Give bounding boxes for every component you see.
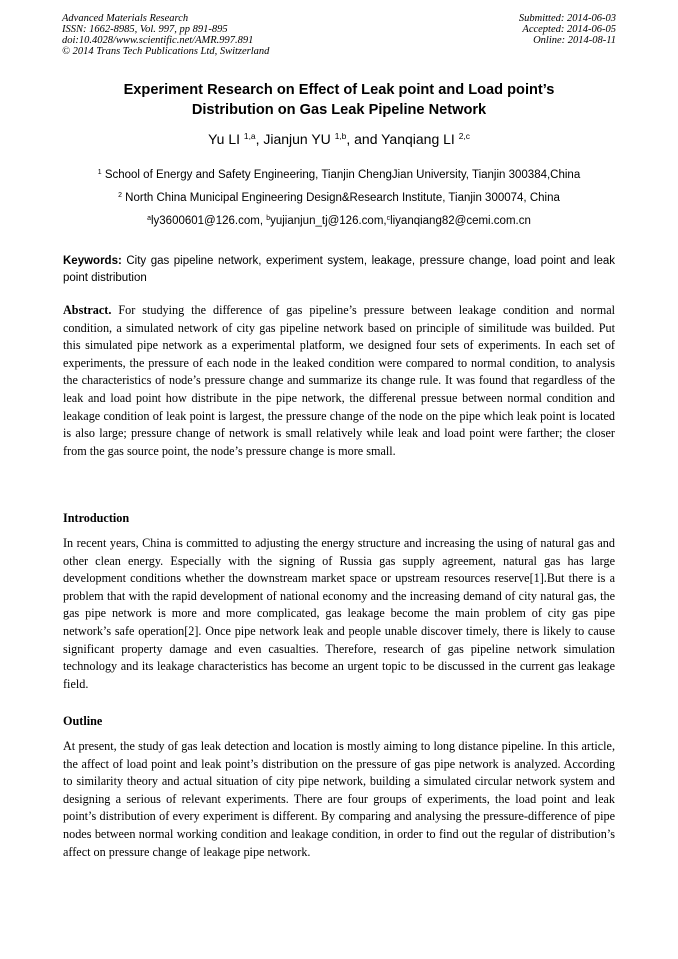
- keywords: [63, 253, 615, 287]
- affiliation-text: School of Energy and Safety Engineering, Tianjin ChengJian University, Tianjin 300384,China: [104, 169, 581, 181]
- author-separator: ,: [255, 131, 264, 147]
- author-emails: [60, 214, 618, 228]
- title-line-1: Experiment Research on Effect of Leak point and Load point’s: [123, 82, 555, 98]
- abstract-text: For studying the difference of gas pipeline’s pressure between leakage condition and normal condition, a simulated network of city gas pipeline network based on principle of similitude was builded. Put this simulated pipe network as a experimental platform, we designed four sets of experiments. In each set of experiments, the pressure of each node in the leaked condition were compared to normal condition, to analysis the characteristics of node’s pressure change and summarize its change rule. It was found that regardless of the leak and load point how distribute in the pipe network, the differenal pressue between normal condition and leakage condition of leak point is largest, the pressure change of the node on the pipe which leak point is located is also large; pressure change of network is small relatively while leak and load point were farther; the closer from the gas source point, the node’s pressure change is more small.: [63, 303, 615, 458]
- online-date: Online: 2014-08-11: [533, 35, 616, 46]
- section-body-introduction: In recent years, China is committed to adjusting the energy structure and increasing the using of natural gas and other clean energy. Especially with the signing of Russia gas supply agreement, natural gas has large development conditions whether the downstream market space or upstream resources reserve[1].But there is a problem that with the rapid development of national economy and the increasing demand of city natural gas, the gas pipe network is more and more complicated, gas leakage become the main problem of city gas pipe network’s safe operation[2]. Once pipe network leak and people unable discover timely, there is likely to cause significant property damage and even casualties. Therefore, research of gas pipeline network simulation technology and its leakage characteristics has become an urgent topic to be discussed in the current gas leakage field.: [63, 536, 615, 691]
- section-body-outline: At present, the study of gas leak detection and location is mostly aiming to long distance pipeline. In this article, the affect of load point and leak point’s distribution on the pressure of gas pipe network is analyzed. According to similarity theory and actual situation of city pipe network, building a simulated circular network system and designing a serious of relevant experiments. There are four groups of experiments, the load point and leak point’s distribution of every experiment is different. By comparing and analysing the pressure-difference of pipe nodes between normal working condition and leakage condition, in order to find out the regular of distribution’s affect on pressure change of leakage pipe network.: [63, 739, 615, 859]
- publication-dates: [519, 13, 616, 46]
- abstract-label: Abstract.: [63, 303, 112, 317]
- email-sup: c: [386, 214, 391, 222]
- affiliation-1: [60, 168, 618, 182]
- email-link[interactable]: ly3600601@126.com,: [150, 215, 267, 227]
- keywords-text: City gas pipeline network, experiment system, leakage, pressure change, load point and leak point distribution: [63, 255, 615, 284]
- author-affil-sup: 2,c: [458, 130, 470, 141]
- abstract: [63, 302, 615, 460]
- author-separator: , and: [346, 131, 382, 147]
- author-name: Jianjun YU: [263, 131, 331, 147]
- journal-doi: doi:10.4028/www.scientific.net/AMR.997.891: [62, 35, 254, 46]
- affiliation-sup: 2: [118, 191, 122, 199]
- email-link[interactable]: liyanqiang82@cemi.com.cn: [390, 215, 531, 227]
- affiliation-text: North China Municipal Engineering Design&Research Institute, Tianjin 300074, China: [125, 192, 560, 204]
- email-sup: a: [147, 214, 151, 222]
- email-sup: b: [266, 214, 271, 222]
- author-name: Yu LI: [208, 131, 241, 147]
- author-name: Yanqiang LI: [381, 131, 455, 147]
- accepted-date: Accepted: 2014-06-05: [522, 24, 616, 35]
- author-list: [60, 130, 618, 148]
- title-line-2: Distribution on Gas Leak Pipeline Network: [191, 102, 487, 118]
- journal-name: Advanced Materials Research: [62, 13, 189, 24]
- journal-info: [62, 13, 269, 57]
- submitted-date: Submitted: 2014-06-03: [518, 13, 616, 24]
- paper-title: [60, 80, 618, 120]
- email-link[interactable]: yujianjun_tj@126.com,: [270, 215, 387, 227]
- affiliation-2: [60, 191, 618, 205]
- journal-issn: ISSN: 1662-8985, Vol. 997, pp 891-895: [62, 24, 228, 35]
- keywords-label: Keywords:: [63, 255, 122, 267]
- section-heading-introduction: Introduction: [63, 511, 130, 525]
- author-affil-sup: 1,b: [334, 130, 347, 141]
- author-affil-sup: 1,a: [243, 130, 256, 141]
- affiliation-sup: 1: [97, 168, 102, 176]
- section-heading-outline: Outline: [63, 714, 103, 728]
- journal-copyright: © 2014 Trans Tech Publications Ltd, Switzerland: [62, 46, 270, 57]
